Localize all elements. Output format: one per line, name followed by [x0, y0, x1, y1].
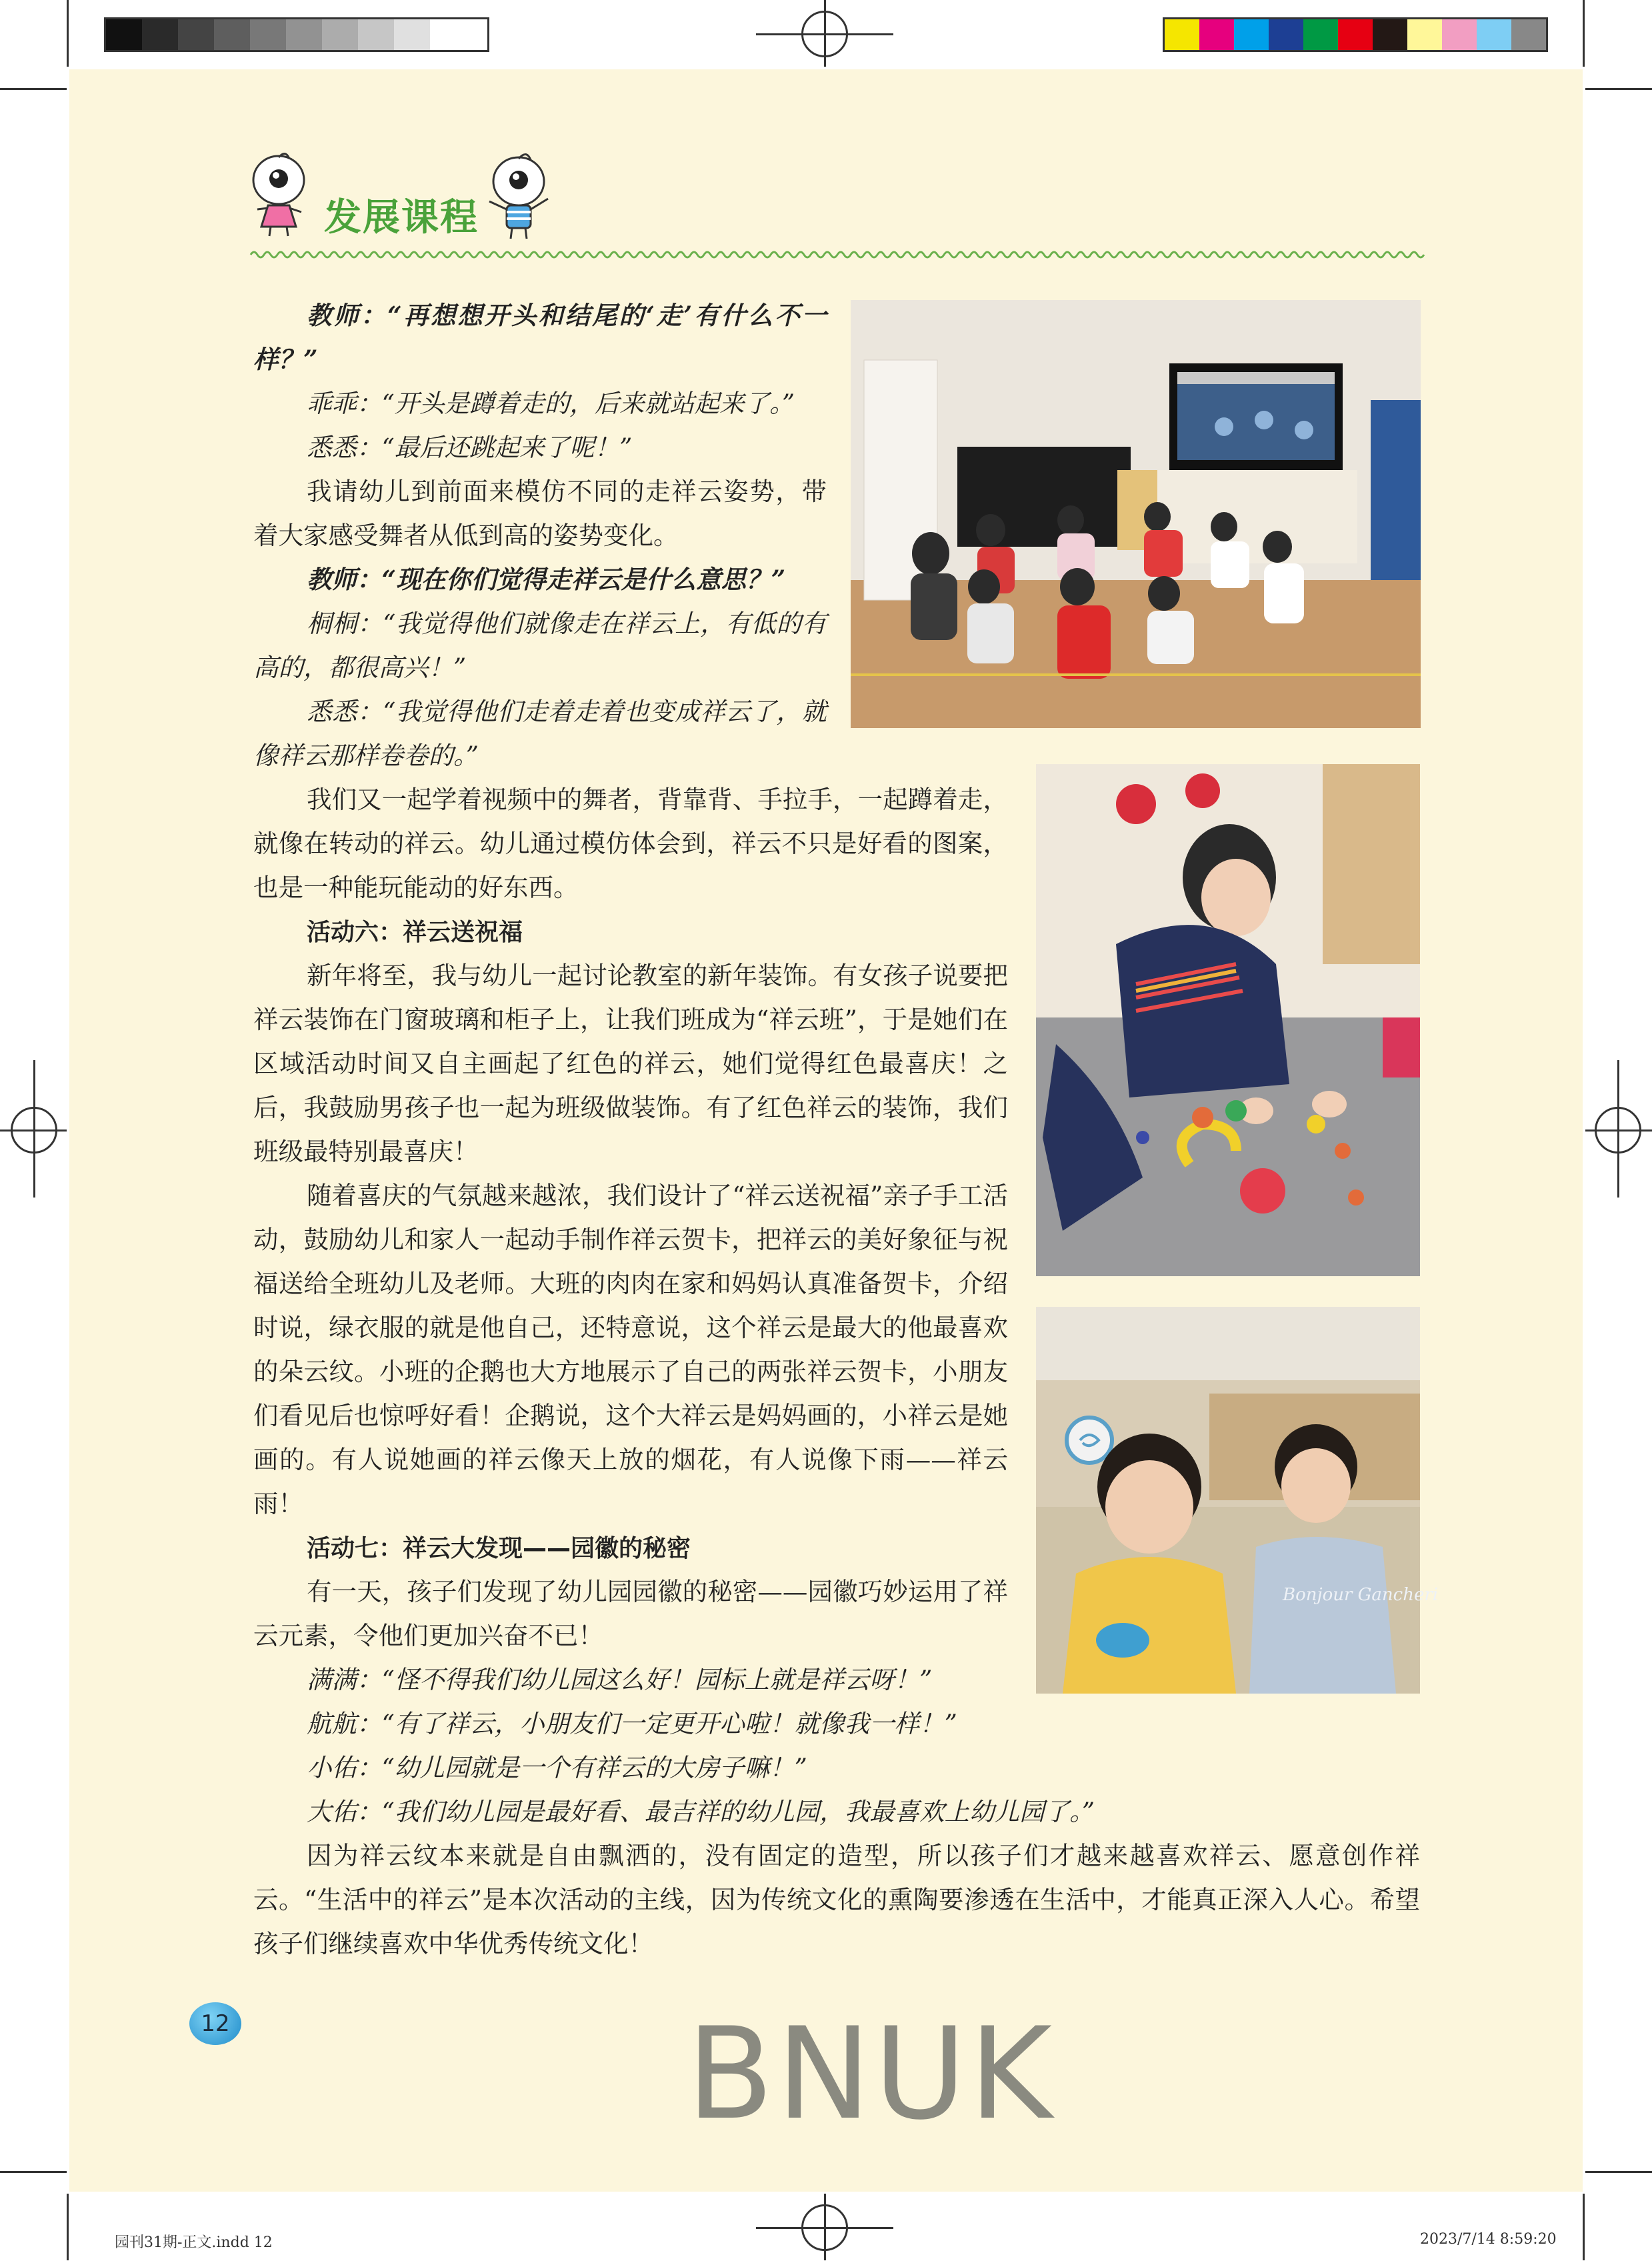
speech-text: “我觉得他们走着走着也变成祥云了，就像祥云那样卷卷的。” — [253, 697, 827, 770]
shirt-text: Bonjour Gancheri — [1283, 1585, 1439, 1605]
speaker-name: 航航： — [307, 1709, 382, 1738]
paragraph-text: 我们又一起学着视频中的舞者，背靠背、手拉手，一起蹲着走，就像在转动的祥云。幼儿通过模仿体会到，祥云不只是好看的图案，也是一种能玩能动的好东西。 — [253, 785, 1008, 902]
speaker-name: 教师： — [307, 565, 382, 594]
crop-line — [67, 2194, 69, 2260]
speaker-name: 大佑： — [307, 1797, 382, 1826]
speaker-name: 教师： — [307, 301, 388, 330]
photo-classroom-dance — [851, 300, 1421, 728]
paragraph — [253, 1174, 1008, 1526]
dialogue-line — [253, 1702, 1008, 1746]
paragraph-text: 我请幼儿到前面来模仿不同的走祥云姿势，带着大家感受舞者从低到高的姿势变化。 — [253, 477, 827, 550]
crop-line — [1583, 0, 1585, 67]
speech-text: “怪不得我们幼儿园这么好！园标上就是祥云呀！” — [381, 1665, 933, 1694]
paragraph-text: 随着喜庆的气氛越来越浓，我们设计了“祥云送祝福”亲子手工活动，鼓励幼儿和家人一起动手制作祥云贺卡，把祥云的美好象征与祝福送给全班幼儿及老师。大班的肉肉在家和妈妈认真准备贺卡，介绍时说，绿衣服的就是他自己，还特意说，这个祥云是最大的他最喜欢的朵云纹。小班的企鹅也大方地展示了自己的两张祥云贺卡，小朋友们看见后也惊呼好看！企鹅说，这个大祥云是妈妈画的，小祥云是她画的。有人说她画的祥云像天上放的烟花，有人说像下雨——祥云雨！ — [253, 1181, 1008, 1518]
crop-line — [67, 0, 69, 67]
wavy-divider — [251, 248, 1417, 261]
speaker-name: 满满： — [307, 1665, 382, 1694]
dialogue-line — [253, 557, 827, 601]
color-bar — [1163, 17, 1548, 52]
crop-line — [1585, 2171, 1652, 2173]
paragraph-text: 有一天，孩子们发现了幼儿园园徽的秘密——园徽巧妙运用了祥云元素，令他们更加兴奋不已！ — [253, 1577, 1008, 1650]
page-number: 12 — [189, 2002, 241, 2045]
dialogue-line — [253, 293, 827, 381]
heading-text: 活动六：祥云送祝福 — [307, 919, 523, 946]
paragraph — [253, 953, 1008, 1174]
crop-line — [824, 0, 826, 67]
watermark: BNUK — [687, 2000, 1055, 2148]
speech-text: “开头是蹲着走的，后来就站起来了。” — [381, 389, 795, 418]
crop-line — [1617, 1060, 1619, 1198]
paragraph — [253, 469, 827, 557]
dialogue-line — [253, 689, 827, 777]
paragraph-text: 因为祥云纹本来就是自由飘洒的，没有固定的造型，所以孩子们才越来越喜欢祥云、愿意创作祥云。“生活中的祥云”是本次活动的主线，因为传统文化的熏陶要渗透在生活中，才能真正深入人心。希望孩子们继续喜欢中华优秀传统文化！ — [253, 1841, 1420, 1958]
speech-text: “有了祥云，小朋友们一定更开心啦！就像我一样！” — [381, 1709, 957, 1738]
dialogue-line — [253, 381, 827, 425]
speaker-name: 乖乖： — [307, 389, 382, 418]
speech-text: “我觉得他们就像走在祥云上，有低的有高的，都很高兴！” — [253, 609, 827, 682]
speech-text: “我们幼儿园是最好看、最吉祥的幼儿园，我最喜欢上幼儿园了。” — [381, 1797, 1095, 1826]
mascot-girl-icon — [245, 152, 312, 239]
crop-line — [33, 1060, 35, 1198]
section-title: 发展课程 — [324, 196, 479, 239]
speaker-name: 小佑： — [307, 1753, 382, 1782]
crop-line — [1585, 88, 1652, 90]
section-heading — [253, 909, 1008, 955]
dialogue-line — [253, 425, 827, 469]
crop-line — [1583, 2194, 1585, 2260]
paragraph — [253, 1570, 1008, 1658]
grayscale-bar — [104, 17, 489, 52]
speech-text: “幼儿园就是一个有祥云的大房子嘛！” — [381, 1753, 807, 1782]
dialogue-line — [253, 1790, 1413, 1834]
crop-line — [0, 2171, 67, 2173]
crop-line — [824, 2194, 826, 2260]
speech-text: “现在你们觉得走祥云是什么意思？” — [381, 565, 786, 594]
speech-text: “再想想开头和结尾的‘走’有什么不一样？” — [253, 301, 827, 374]
crop-line — [0, 88, 67, 90]
paragraph-text: 新年将至，我与幼儿一起讨论教室的新年装饰。有女孩子说要把祥云装饰在门窗玻璃和柜子上，让我们班成为“祥云班”，于是她们在区域活动时间又自主画起了红色的祥云，她们觉得红色最喜庆！之后，我鼓励男孩子也一起为班级做装饰。有了红色祥云的装饰，我们班级最特别最喜庆！ — [253, 961, 1008, 1166]
photo-girl-building-clouds — [1036, 764, 1420, 1276]
dialogue-line — [253, 1658, 1008, 1702]
slug-right: 2023/7/14 8:59:20 — [1420, 2231, 1557, 2248]
section-heading — [253, 1526, 1008, 1571]
speech-text: “最后还跳起来了呢！” — [381, 433, 633, 462]
paragraph — [253, 1834, 1420, 1966]
photo-kids-with-cards — [1036, 1307, 1439, 1694]
speaker-name: 悉悉： — [307, 697, 383, 726]
speaker-name: 桐桐： — [307, 609, 383, 638]
speaker-name: 悉悉： — [307, 433, 382, 462]
dialogue-line — [253, 601, 827, 689]
dialogue-line — [253, 1746, 1008, 1790]
heading-text: 活动七：祥云大发现——园徽的秘密 — [307, 1535, 691, 1562]
slug-left: 园刊31期-正文.indd 12 — [115, 2234, 273, 2251]
mascot-boy-icon — [479, 152, 559, 243]
paragraph — [253, 777, 1008, 909]
